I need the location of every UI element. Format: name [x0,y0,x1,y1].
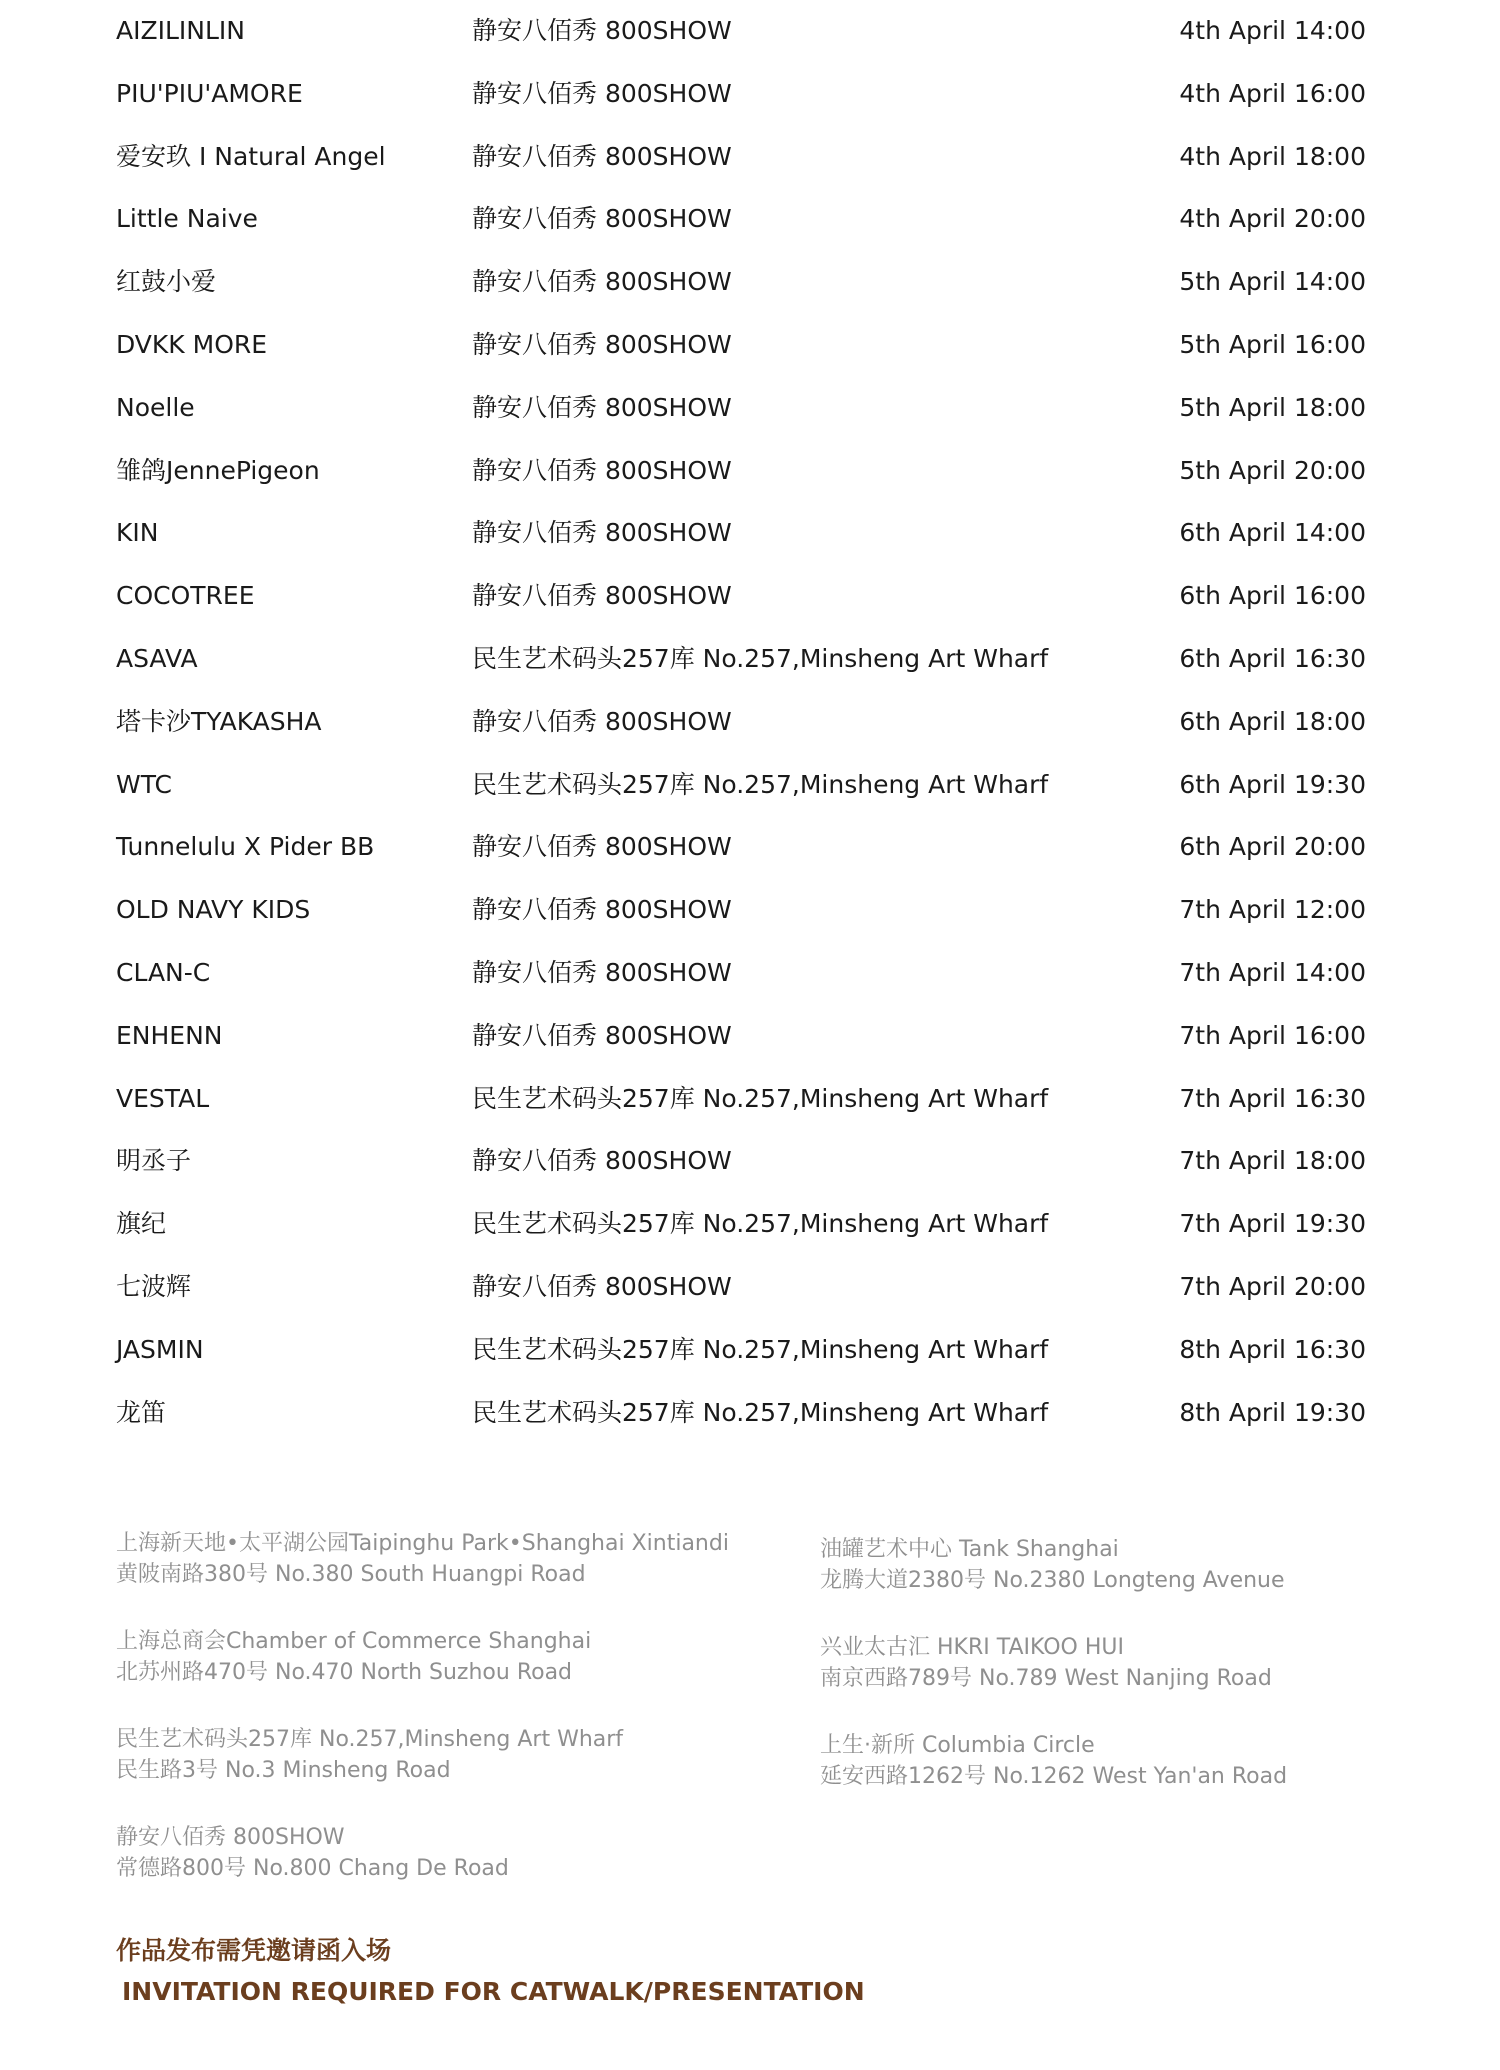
venue-entry-address: 常德路800号 No.800 Chang De Road [116,1856,509,1881]
venue-entry-address: 北苏州路470号 No.470 North Suzhou Road [116,1660,573,1685]
invitation-notice-en: INVITATION REQUIRED FOR CATWALK/PRESENTATION [122,1977,865,2006]
venue-entry-address: 龙腾大道2380号 No.2380 Longteng Avenue [820,1568,1285,1593]
brand-name: OLD NAVY KIDS [116,895,311,925]
schedule-table [116,0,1366,1444]
venue-name: 静安八佰秀 800SHOW [472,957,732,987]
show-time: 6th April 20:00 [1179,832,1366,862]
show-time: 5th April 20:00 [1179,455,1366,485]
schedule-row [116,314,1366,377]
venue-entry-address: 民生路3号 No.3 Minsheng Road [116,1758,451,1783]
venue-entry-name: 民生艺术码头257库 No.257,Minsheng Art Wharf [116,1727,624,1752]
venue-name: 静安八佰秀 800SHOW [472,455,732,485]
venue-entry [116,1724,736,1786]
schedule-row [116,1319,1366,1382]
brand-name: AIZILINLIN [116,16,245,45]
venue-name: 民生艺术码头257库 No.257,Minsheng Art Wharf [472,1397,1049,1427]
schedule-row [116,63,1366,126]
show-time: 6th April 16:30 [1179,643,1366,673]
venue-name: 静安八佰秀 800SHOW [472,1271,732,1301]
brand-name: 塔卡沙TYAKASHA [116,706,322,736]
show-time: 7th April 16:30 [1179,1083,1366,1113]
brand-name: 七波辉 [116,1271,192,1301]
brand-name: 旗纪 [116,1209,167,1239]
schedule-row [116,879,1366,942]
brand-name: 龙笛 [116,1397,167,1427]
schedule-row [116,565,1366,628]
brand-name: 红鼓小爱 [116,267,217,297]
venue-entry-address: 黄陂南路380号 No.380 South Huangpi Road [116,1562,586,1587]
venue-name: 静安八佰秀 800SHOW [472,1146,732,1176]
venue-entry [116,1626,736,1688]
brand-name: 雏鸽JennePigeon [116,455,320,485]
venue-column-left [116,1528,736,1920]
show-time: 5th April 18:00 [1179,392,1366,422]
schedule-row [116,1382,1366,1445]
venue-name: 静安八佰秀 800SHOW [472,204,732,234]
venue-column-right [820,1534,1440,1828]
venue-entry [116,1822,736,1884]
show-time: 7th April 20:00 [1179,1271,1366,1301]
schedule-row [116,377,1366,440]
venue-entry-name: 上海新天地•太平湖公园Taipinghu Park•Shanghai Xintiandi [116,1531,729,1556]
show-time: 4th April 14:00 [1179,16,1366,45]
brand-name: VESTAL [116,1083,210,1113]
invitation-notice-zh: 作品发布需凭邀请函入场 [116,1936,392,1965]
brand-name: Noelle [116,392,195,422]
venue-entry-name: 油罐艺术中心 Tank Shanghai [820,1537,1119,1562]
schedule-row [116,1068,1366,1131]
show-time: 6th April 16:00 [1179,581,1366,611]
venue-name: 静安八佰秀 800SHOW [472,895,732,925]
venue-name: 静安八佰秀 800SHOW [472,1020,732,1050]
venue-name: 静安八佰秀 800SHOW [472,832,732,862]
schedule-row [116,942,1366,1005]
brand-name: 明丞子 [116,1146,192,1176]
schedule-row [116,1005,1366,1068]
venue-entry [820,1534,1440,1596]
show-time: 6th April 18:00 [1179,706,1366,736]
venue-name: 民生艺术码头257库 No.257,Minsheng Art Wharf [472,769,1049,799]
venue-name: 静安八佰秀 800SHOW [472,392,732,422]
show-time: 4th April 20:00 [1179,204,1366,234]
brand-name: Little Naive [116,204,258,234]
venue-name: 静安八佰秀 800SHOW [472,267,732,297]
show-time: 7th April 18:00 [1179,1146,1366,1176]
show-time: 7th April 12:00 [1179,895,1366,925]
brand-name: WTC [116,769,172,799]
invitation-notice [116,1930,865,2012]
brand-name: COCOTREE [116,581,255,611]
show-time: 4th April 18:00 [1179,141,1366,171]
venue-name: 民生艺术码头257库 No.257,Minsheng Art Wharf [472,643,1049,673]
brand-name: ENHENN [116,1020,223,1050]
schedule-row [116,188,1366,251]
show-time: 8th April 19:30 [1179,1397,1366,1427]
venue-name: 民生艺术码头257库 No.257,Minsheng Art Wharf [472,1083,1049,1113]
show-time: 8th April 16:30 [1179,1334,1366,1364]
show-time: 6th April 19:30 [1179,769,1366,799]
show-time: 7th April 19:30 [1179,1209,1366,1239]
venue-name: 静安八佰秀 800SHOW [472,329,732,359]
venue-name: 静安八佰秀 800SHOW [472,78,732,108]
brand-name: PIU'PIU'AMORE [116,78,303,108]
venue-entry-name: 上海总商会Chamber of Commerce Shanghai [116,1629,592,1654]
venue-name: 静安八佰秀 800SHOW [472,518,732,548]
venue-entry-name: 静安八佰秀 800SHOW [116,1825,345,1850]
brand-name: CLAN-C [116,957,211,987]
brand-name: Tunnelulu X Pider BB [116,832,375,862]
schedule-row [116,0,1366,63]
venue-directory [116,1528,1366,1888]
venue-entry-address: 南京西路789号 No.789 West Nanjing Road [820,1666,1272,1691]
schedule-row [116,126,1366,189]
schedule-row [116,1130,1366,1193]
brand-name: 爱安玖 I Natural Angel [116,141,386,171]
venue-name: 静安八佰秀 800SHOW [472,706,732,736]
schedule-row [116,754,1366,817]
schedule-row [116,1256,1366,1319]
venue-name: 静安八佰秀 800SHOW [472,141,732,171]
show-time: 7th April 14:00 [1179,957,1366,987]
schedule-row [116,691,1366,754]
venue-entry [116,1528,736,1590]
schedule-row [116,1193,1366,1256]
brand-name: ASAVA [116,643,198,673]
venue-name: 民生艺术码头257库 No.257,Minsheng Art Wharf [472,1209,1049,1239]
venue-entry-address: 延安西路1262号 No.1262 West Yan'an Road [820,1764,1288,1789]
show-time: 5th April 16:00 [1179,329,1366,359]
venue-entry-name: 上生·新所 Columbia Circle [820,1733,1095,1758]
show-time: 5th April 14:00 [1179,267,1366,297]
schedule-row [116,816,1366,879]
brand-name: DVKK MORE [116,329,268,359]
brand-name: JASMIN [116,1334,204,1364]
show-time: 6th April 14:00 [1179,518,1366,548]
venue-name: 民生艺术码头257库 No.257,Minsheng Art Wharf [472,1334,1049,1364]
show-time: 7th April 16:00 [1179,1020,1366,1050]
venue-name: 静安八佰秀 800SHOW [472,581,732,611]
schedule-row [116,628,1366,691]
schedule-row [116,251,1366,314]
venue-entry [820,1632,1440,1694]
show-time: 4th April 16:00 [1179,78,1366,108]
venue-name: 静安八佰秀 800SHOW [472,16,732,45]
brand-name: KIN [116,518,159,548]
venue-entry [820,1730,1440,1792]
schedule-row [116,440,1366,503]
venue-entry-name: 兴业太古汇 HKRI TAIKOO HUI [820,1635,1124,1660]
schedule-row [116,502,1366,565]
